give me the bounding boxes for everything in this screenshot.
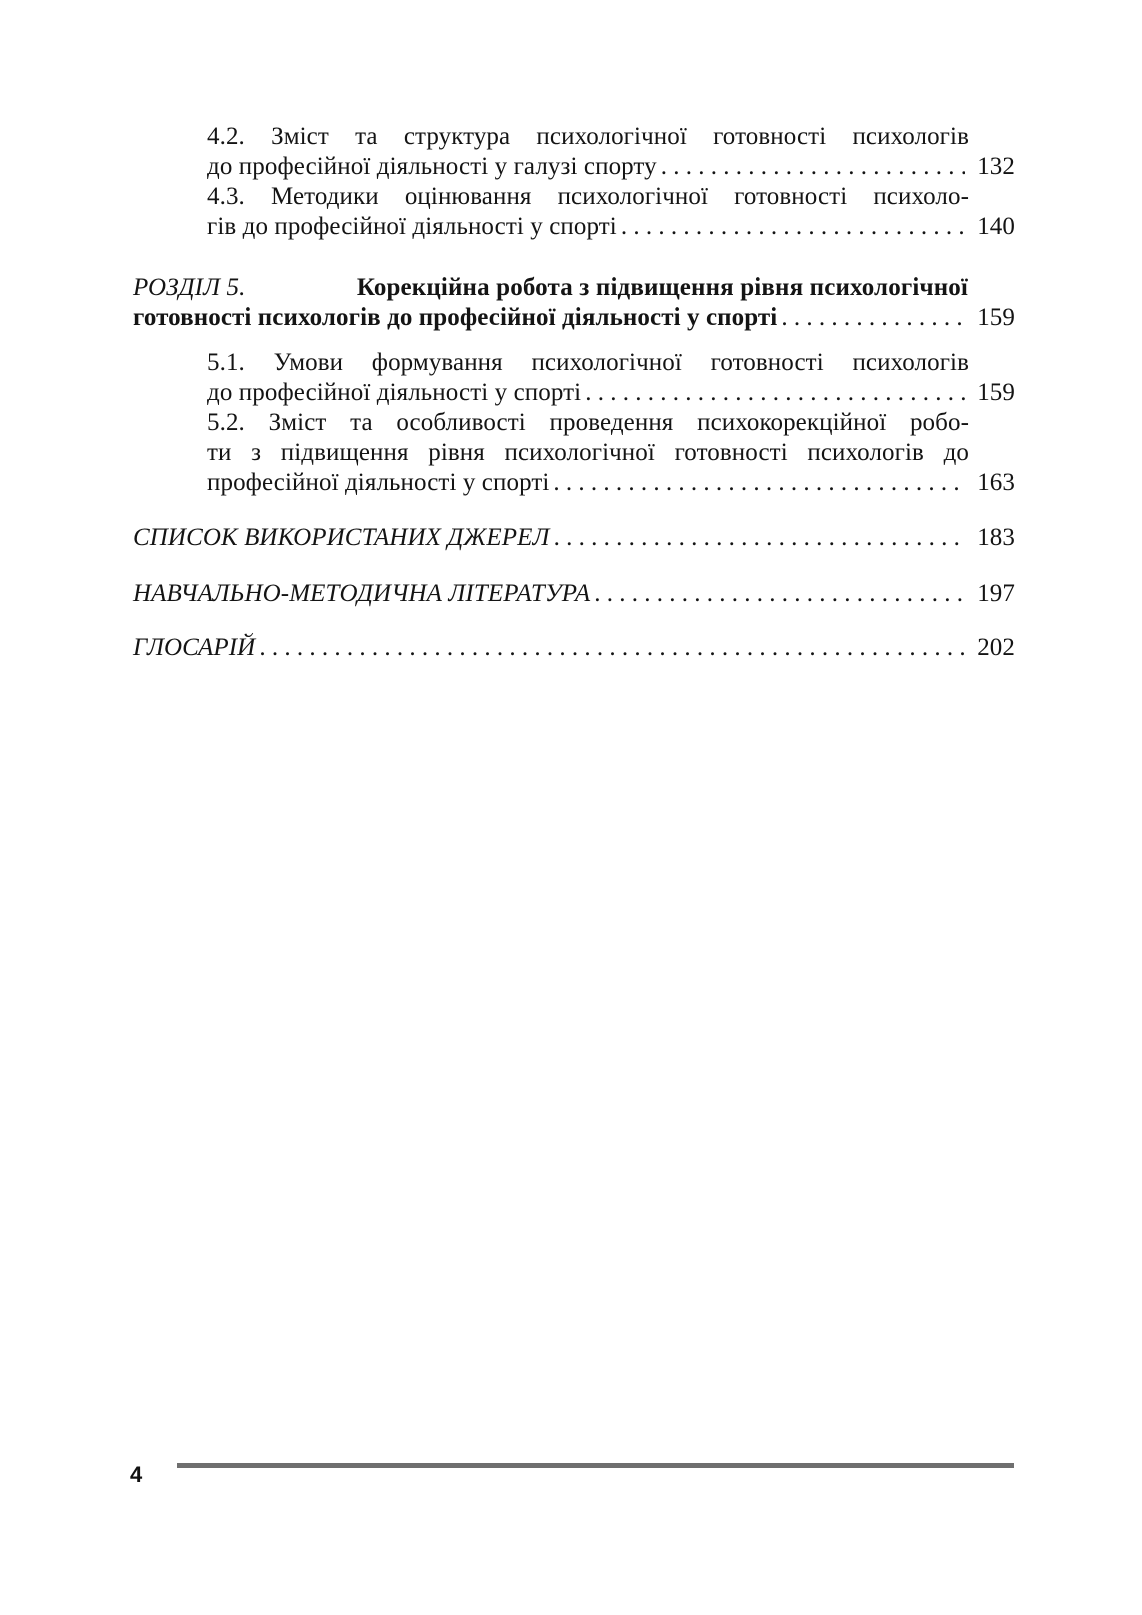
toc-chapter-5 [133, 273, 1015, 333]
toc-entry-4-2 [207, 122, 1015, 182]
toc-entry-5-2-line2: ти з підвищення рівня психологічної готовності психологів до [207, 439, 969, 466]
toc-literature-line [133, 579, 1015, 609]
dot-leader [585, 378, 965, 408]
toc-entry-5-2-text: професійної діяльності у спорті [207, 469, 550, 496]
toc-entry-5-1 [207, 348, 1015, 408]
toc-chapter-5-line1 [133, 273, 968, 303]
dot-leader [661, 152, 965, 182]
toc-literature [133, 579, 1015, 609]
toc-chapter-5-title-line1: Корекційна робота з підвищення рівня психологічної [356, 274, 968, 301]
toc-glossary [133, 633, 1015, 663]
toc-glossary-line [133, 633, 1015, 663]
toc-literature-title: НАВЧАЛЬНО-МЕТОДИЧНА ЛІТЕРАТУРА [133, 580, 591, 607]
toc-chapter-5-line2 [133, 303, 1015, 333]
dot-leader [554, 523, 965, 553]
toc-entry-4-2-line2 [207, 152, 1015, 182]
toc-glossary-page: 202 [977, 634, 1015, 661]
page-number: 4 [130, 1462, 143, 1487]
dot-leader [621, 212, 965, 242]
toc-sources-title: СПИСОК ВИКОРИСТАНИХ ДЖЕРЕЛ [133, 524, 550, 551]
toc-entry-4-2-line1: 4.2. Зміст та структура психологічної готовності психологів [207, 123, 969, 150]
dot-leader [553, 468, 965, 498]
toc-literature-page: 197 [977, 580, 1015, 607]
toc-chapter-5-title-line2: готовності психологів до професійної діяльності у спорті [133, 304, 778, 331]
toc-entry-5-2-line1: 5.2. Зміст та особливості проведення психокорекційної робо- [207, 409, 969, 436]
toc-entry-5-2-line3 [207, 468, 1015, 498]
toc-entry-5-1-line2 [207, 378, 1015, 408]
toc-entry-5-2 [207, 408, 1015, 498]
dot-leader [781, 303, 965, 333]
toc-entry-4-2-page: 132 [977, 153, 1015, 180]
dot-leader [594, 579, 965, 609]
toc-chapter-5-prefix: РОЗДІЛ 5. [133, 274, 246, 301]
toc-entry-4-2-text: до професійної діяльності у галузі спорту [207, 153, 657, 180]
toc-entry-4-3-line2 [207, 212, 1015, 242]
toc-sources-line [133, 523, 1015, 553]
toc-entry-5-1-text: до професійної діяльності у спорті [207, 379, 582, 406]
toc-entry-4-3-text: гів до професійної діяльності у спорті [207, 213, 617, 240]
toc-sources-page: 183 [977, 524, 1015, 551]
toc-entry-4-3-line1: 4.3. Методики оцінювання психологічної готовності психоло- [207, 183, 969, 210]
footer-rule [177, 1463, 1014, 1468]
toc-entry-4-3-page: 140 [977, 213, 1015, 240]
toc-entry-5-1-page: 159 [977, 379, 1015, 406]
toc-sources [133, 523, 1015, 553]
toc-entry-5-1-line1: 5.1. Умови формування психологічної готовності психологів [207, 349, 969, 376]
toc-chapter-5-page: 159 [977, 304, 1015, 331]
toc-entry-4-3 [207, 182, 1015, 242]
toc-entry-5-2-page: 163 [977, 469, 1015, 496]
toc-glossary-title: ГЛОСАРІЙ [133, 634, 256, 661]
dot-leader [259, 633, 965, 663]
